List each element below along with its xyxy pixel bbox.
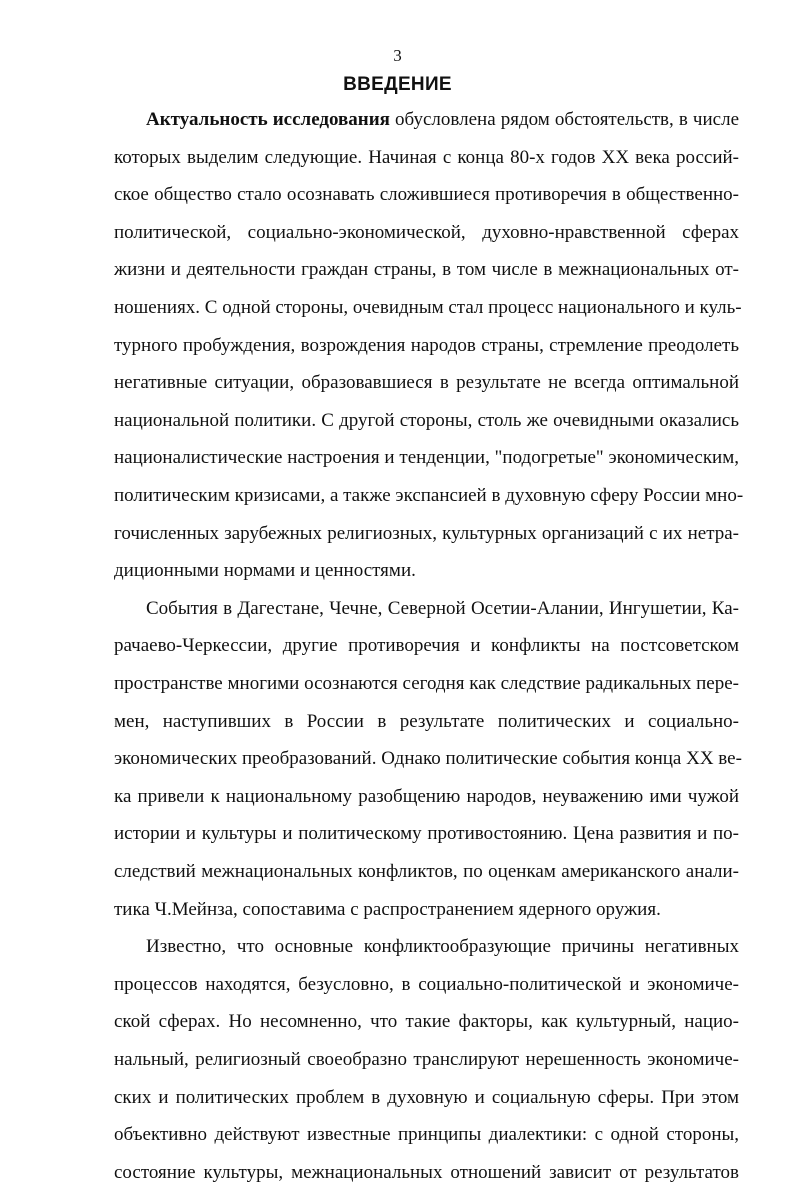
text-line (146, 105, 739, 135)
text-line: ских и политических проблем в духовную и социальную сферы. При этом (114, 1087, 739, 1108)
text-fragment: обусловлена рядом обстоятельств, в числе (389, 109, 739, 130)
text-line: состояние культуры, межнациональных отношений зависит от результатов (114, 1162, 739, 1183)
text-line: объективно действуют известные принципы диалектики: с одной стороны, (114, 1124, 739, 1145)
text-line: экономических преобразований. Однако политические события конца XX ве- (114, 748, 742, 769)
text-line: пространстве многими осознаются сегодня как следствие радикальных пере- (114, 673, 739, 694)
text-line: национальной политики. С другой стороны, столь же очевидными оказались (114, 410, 739, 431)
text-line: следствий межнациональных конфликтов, по оценкам американского анали- (114, 861, 739, 882)
text-line: гочисленных зарубежных религиозных, культурных организаций с их нетра- (114, 523, 739, 544)
text-line: ношениях. С одной стороны, очевидным стал процесс национального и куль- (114, 297, 742, 318)
text-line: турного пробуждения, возрождения народов страны, стремление преодолеть (114, 335, 739, 356)
text-line: диционными нормами и ценностями. (114, 560, 416, 581)
text-line: процессов находятся, безусловно, в социально-политической и экономиче- (114, 974, 739, 995)
text-line: ка привели к национальному разобщению народов, неуважению ими чужой (114, 786, 739, 807)
lead-phrase: Актуальность исследования (146, 109, 390, 130)
text-line: Известно, что основные конфликтообразующие причины негативных (146, 936, 739, 957)
text-line: рачаево-Черкессии, другие противоречия и конфликты на постсоветском (114, 635, 739, 656)
text-line: События в Дагестане, Чечне, Северной Осетии-Алании, Ингушетии, Ка- (146, 598, 739, 619)
text-line: жизни и деятельности граждан страны, в том числе в межнациональных от- (114, 259, 739, 280)
text-line: ской сферах. Но несомненно, что такие факторы, как культурный, нацио- (114, 1011, 739, 1032)
text-line: политическим кризисами, а также экспансией в духовную сферу России мно- (114, 485, 744, 506)
text-line: мен, наступивших в России в результате политических и социально- (114, 711, 739, 732)
text-line: тика Ч.Мейнза, сопоставима с распространением ядерного оружия. (114, 899, 661, 920)
text-line: политической, социально-экономической, духовно-нравственной сферах (114, 222, 739, 243)
text-line: истории и культуры и политическому противостоянию. Цена развития и по- (114, 823, 739, 844)
page-number: 3 (393, 46, 402, 65)
text-line: ское общество стало осознавать сложившиеся противоречия в общественно- (114, 184, 739, 205)
text-line: негативные ситуации, образовавшиеся в результате не всегда оптимальной (114, 372, 739, 393)
text-line: националистические настроения и тенденции, "подогретые" экономическим, (114, 447, 739, 468)
page-title: ВВЕДЕНИЕ (343, 74, 452, 95)
text-line: которых выделим следующие. Начиная с конца 80-х годов XX века россий- (114, 147, 739, 168)
text-line: нальный, религиозный своеобразно транслируют нерешенность экономиче- (114, 1049, 739, 1070)
